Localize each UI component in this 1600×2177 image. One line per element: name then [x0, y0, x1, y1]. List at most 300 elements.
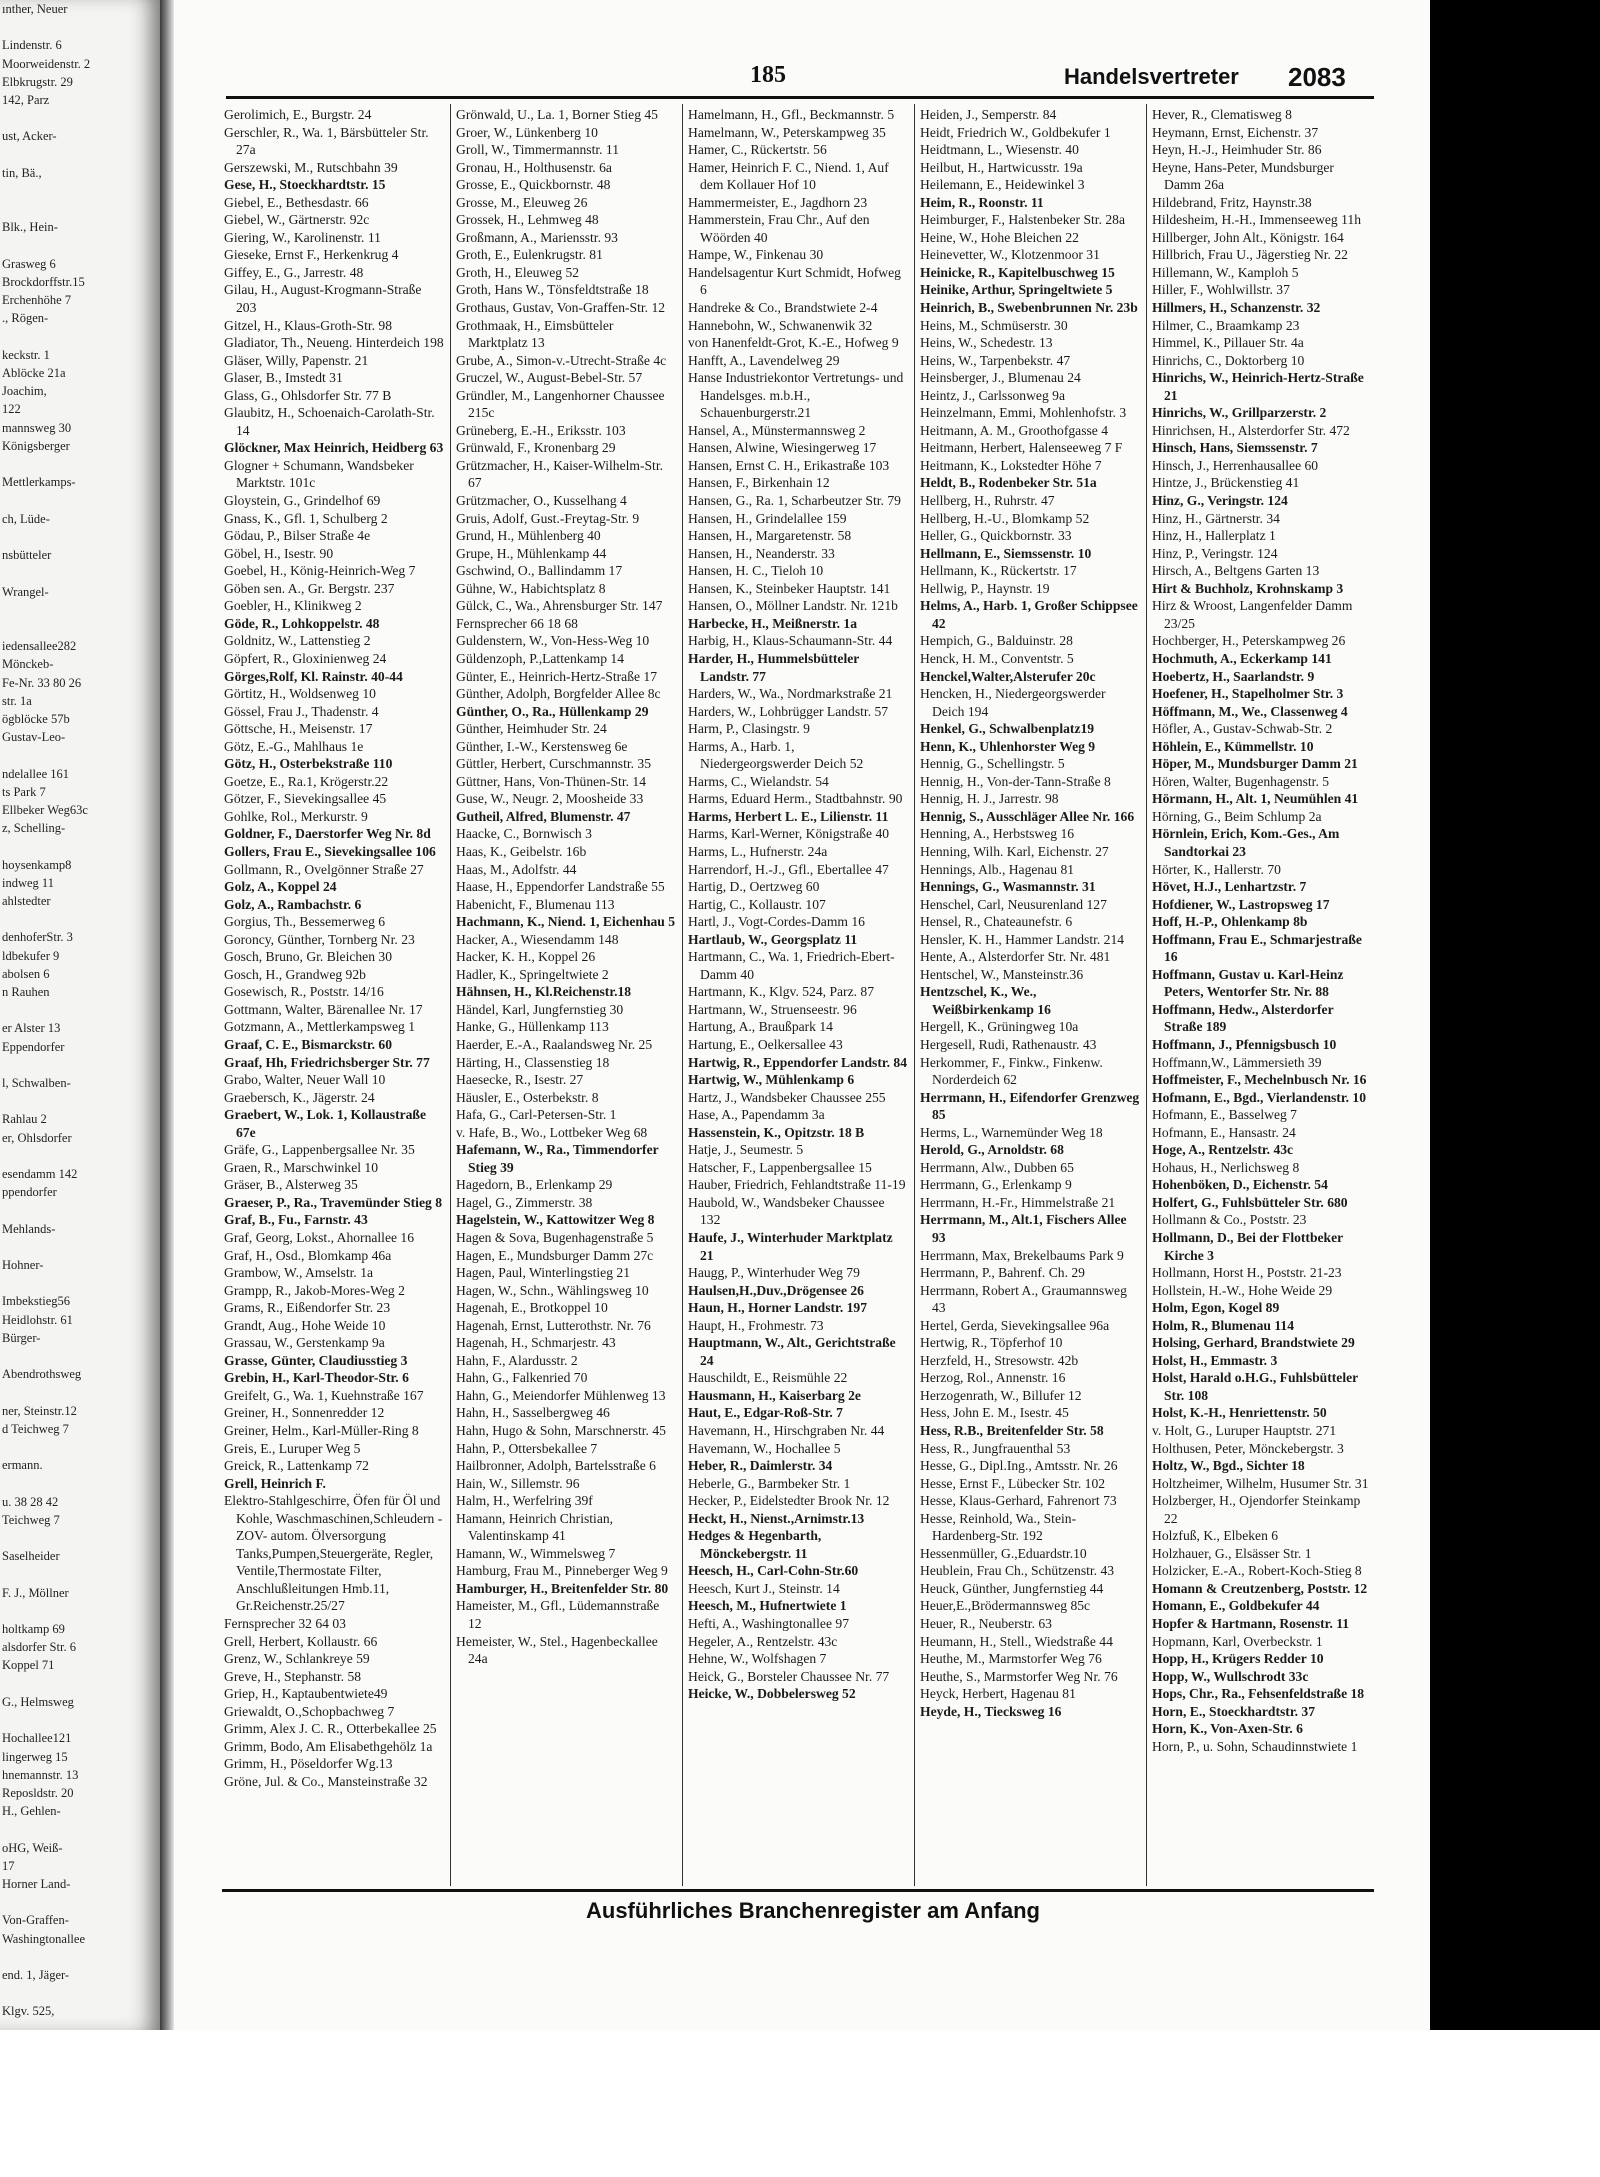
previous-page-line — [0, 619, 160, 637]
directory-entry: Heldt, B., Rodenbeker Str. 51a — [920, 475, 1097, 491]
previous-page-line — [0, 1201, 160, 1219]
previous-page-line: nsbütteler — [2, 548, 52, 563]
directory-entry: Hefti, A., Washingtonallee 97 — [688, 1616, 849, 1632]
directory-entry: Hillmers, H., Schanzenstr. 32 — [1152, 300, 1321, 316]
directory-entry: Gilau, H., August-Krogmann-Straße 203 — [224, 282, 422, 316]
scan-border — [1430, 0, 1460, 2177]
previous-page-line — [0, 528, 160, 546]
directory-entry: Haugg, P., Winterhuder Weg 79 — [688, 1265, 860, 1281]
directory-entry: Hofmann, E., Bgd., Vierlandenstr. 10 — [1152, 1089, 1367, 1105]
directory-entry: Hensler, K. H., Hammer Landstr. 214 — [920, 931, 1125, 947]
directory-entry: Hamburger, H., Breitenfelder Str. 80 — [456, 1580, 669, 1596]
directory-entry: Grebin, H., Karl-Theodor-Str. 6 — [224, 1370, 409, 1386]
previous-page-line: er, Ohlsdorfer — [2, 1130, 72, 1145]
directory-entry: Hähnsen, H., Kl.Reichenstr.18 — [456, 984, 632, 1000]
directory-entry: Hameister, M., Gfl., Lüdemannstraße 12 — [456, 1598, 660, 1632]
directory-entry: Hatje, J., Seumestr. 5 — [688, 1142, 804, 1158]
directory-entry: Henckel,Walter,Alsterufer 20c — [920, 668, 1096, 684]
previous-page-line — [0, 1347, 160, 1365]
directory-entry: Härting, H., Classenstieg 18 — [456, 1054, 610, 1070]
directory-entry: Hinrichs, W., Grillparzerstr. 2 — [1152, 405, 1327, 421]
directory-entry: Heitmann, A. M., Groothofgasse 4 — [920, 422, 1109, 438]
directory-entry: Greis, E., Luruper Weg 5 — [224, 1440, 361, 1456]
directory-entry: Grell, Herbert, Kollaustr. 66 — [224, 1633, 378, 1649]
directory-entry: Hergell, K., Grüningweg 10a — [920, 1019, 1079, 1035]
directory-entry: Hoefener, H., Stapelholmer Str. 3 — [1152, 686, 1344, 702]
directory-entry: Himmel, K., Pillauer Str. 4a — [1152, 335, 1304, 351]
directory-entry: Gödau, P., Bilser Straße 4e — [224, 528, 371, 544]
previous-page-line: ppendorfer — [2, 1185, 57, 1200]
directory-entry: Heins, W., Schedestr. 13 — [920, 335, 1053, 351]
directory-entry: Hartmann, C., Wa. 1, Friedrich-Ebert-Damm 40 — [688, 949, 895, 982]
directory-entry: Halm, H., Werfelring 39f — [456, 1493, 593, 1509]
previous-page-line: Hohner- — [2, 1258, 44, 1273]
directory-entry: Greve, H., Stephanstr. 58 — [224, 1668, 362, 1684]
directory-entry: Gruczel, W., August-Bebel-Str. 57 — [456, 370, 643, 386]
directory-entry: Hillbrich, Frau U., Jägerstieg Nr. 22 — [1152, 247, 1348, 263]
directory-entry: Heinicke, R., Kapitelbuschweg 15 — [920, 264, 1115, 280]
directory-entry: Hartwig, W., Mühlenkamp 6 — [688, 1072, 855, 1088]
directory-entry: Glogner + Schumann, Wandsbeker Marktstr. 101c — [224, 457, 414, 491]
previous-page-line: Mehlands- — [2, 1221, 56, 1236]
directory-entry: Herrmann, G., Erlenkamp 9 — [920, 1177, 1072, 1193]
previous-page-line: Mönckeb- — [2, 657, 54, 672]
previous-page-line: Eppendorfer — [2, 1039, 65, 1054]
previous-page-line: iedensallee282 — [2, 639, 77, 654]
directory-entry: Heesch, H., Carl-Cohn-Str.60 — [688, 1563, 859, 1579]
directory-entry: Hartung, A., Braußpark 14 — [688, 1019, 833, 1035]
directory-entry: Holzhauer, G., Elsässer Str. 1 — [1152, 1545, 1312, 1561]
directory-entry: Grabo, Walter, Neuer Wall 10 — [224, 1072, 386, 1088]
directory-entry: Hillberger, John Alt., Königstr. 164 — [1152, 229, 1344, 245]
directory-entry: Haas, M., Adolfstr. 44 — [456, 861, 577, 877]
directory-entry: Hase, A., Papendamm 3a — [688, 1107, 825, 1123]
directory-entry: Groth, Hans W., Tönsfeldtstraße 18 — [456, 282, 649, 298]
directory-entry: Hencken, H., Niedergeorgswerder Deich 194 — [920, 686, 1106, 719]
directory-entry: Graeser, P., Ra., Travemünder Stieg 8 — [224, 1194, 442, 1210]
directory-entry: Heidt, Friedrich W., Goldbekufer 1 — [920, 124, 1111, 140]
directory-entry: Harder, H., Hummelsbütteler Landstr. 77 — [688, 650, 860, 684]
footer-rule — [222, 1889, 1374, 1892]
directory-entry: Graen, R., Marschwinkel 10 — [224, 1159, 379, 1175]
previous-page-line: Fe-Nr. 33 80 26 — [2, 675, 82, 690]
directory-entry: Hinz, H., Hallerplatz 1 — [1152, 528, 1276, 544]
directory-entry: Herzog, Rol., Annenstr. 16 — [920, 1370, 1066, 1386]
previous-page-line — [0, 564, 160, 582]
directory-entry: Heine, W., Hohe Bleichen 22 — [920, 229, 1079, 245]
directory-entry: Haacke, C., Bornwisch 3 — [456, 826, 592, 842]
directory-entry: Groll, W., Timmermannstr. 11 — [456, 142, 620, 158]
directory-entry: Hamelmann, W., Peterskampweg 35 — [688, 124, 886, 140]
column-divider — [450, 104, 451, 1886]
directory-entry: Hergesell, Rudi, Rathenaustr. 43 — [920, 1036, 1097, 1052]
directory-entry: Holst, K.-H., Henriettenstr. 50 — [1152, 1405, 1327, 1421]
directory-entry: Hören, Walter, Bugenhagenstr. 5 — [1152, 773, 1330, 789]
directory-entry: Hirt & Buchholz, Krohnskamp 3 — [1152, 580, 1344, 596]
previous-page-line: abolsen 6 — [2, 966, 50, 981]
previous-page-line: H., Gehlen- — [2, 1804, 61, 1819]
directory-entry: Güttner, Hans, Von-Thünen-Str. 14 — [456, 773, 647, 789]
directory-entry: Haupt, H., Frohmestr. 73 — [688, 1317, 824, 1333]
directory-entry: Hollmann, D., Bei der Flottbeker Kirche 3 — [1152, 1230, 1343, 1263]
directory-entry: Hops, Chr., Ra., Fehsenfeldstraße 18 — [1152, 1686, 1365, 1702]
directory-entry: Hartwig, R., Eppendorfer Landstr. 84 — [688, 1054, 908, 1070]
directory-entry: Hartmann, K., Klgv. 524, Parz. 87 — [688, 984, 874, 1000]
directory-entry: Hartig, D., Oertzweg 60 — [688, 879, 820, 895]
directory-entry: Hagenah, E., Brotkoppel 10 — [456, 1300, 608, 1316]
directory-entry: Herrmann, H.-Fr., Himmelstraße 21 — [920, 1194, 1116, 1210]
directory-entry: Hopmann, Karl, Overbeckstr. 1 — [1152, 1633, 1323, 1649]
directory-entry: Hahn, H., Sasselbergweg 46 — [456, 1405, 610, 1421]
previous-page-line: Abendrothsweg — [2, 1367, 82, 1382]
previous-page-line: ögblöcke 57b — [2, 711, 70, 726]
previous-page-line: hnemannstr. 13 — [2, 1767, 79, 1782]
directory-entry: Hatscher, F., Lappenbergsallee 15 — [688, 1159, 872, 1175]
previous-page-line: G., Helmsweg — [2, 1694, 74, 1709]
directory-entry: Hörmann, H., Alt. 1, Neumühlen 41 — [1152, 791, 1359, 807]
directory-entry: Glöckner, Max Heinrich, Heidberg 63 — [224, 440, 444, 456]
previous-page-line: er Alster 13 — [2, 1021, 61, 1036]
directory-entry: Grube, A., Simon-v.-Utrecht-Straße 4c — [456, 352, 667, 368]
previous-page-line — [0, 837, 160, 855]
directory-entry: Herrmann, H., Eifendorfer Grenzweg 85 — [920, 1089, 1140, 1123]
directory-entry: Greifelt, G., Wa. 1, Kuehnstraße 167 — [224, 1387, 424, 1403]
section-title: Handelsvertreter — [1064, 64, 1239, 89]
directory-entry: Hachmann, K., Niend. 1, Eichenhau 5 — [456, 914, 676, 930]
previous-page-line — [0, 1383, 160, 1401]
directory-entry: Havemann, H., Hirschgraben Nr. 44 — [688, 1423, 885, 1439]
directory-entry: Heinevetter, W., Klotzenmoor 31 — [920, 247, 1100, 263]
column-3 — [688, 106, 908, 1886]
directory-entry: Häusler, E., Osterbekstr. 8 — [456, 1089, 599, 1105]
directory-entry: Harms, Herbert L. E., Lilienstr. 11 — [688, 808, 889, 824]
directory-entry: Herrmann, Alw., Dubben 65 — [920, 1159, 1074, 1175]
column-5 — [1152, 106, 1372, 1886]
previous-page-line: Grasweg 6 — [2, 256, 56, 271]
directory-entry: Hagedorn, B., Erlenkamp 29 — [456, 1177, 613, 1193]
directory-entry: Giffey, E., G., Jarrestr. 48 — [224, 264, 364, 280]
directory-entry: Heyne, Hans-Peter, Mundsburger Damm 26a — [1152, 159, 1334, 193]
previous-page-line: Klgv. 525, — [2, 2004, 55, 2019]
directory-entry: Hansen, K., Steinbeker Hauptstr. 141 — [688, 580, 891, 596]
directory-entry: Hente, A., Alsterdorfer Str. Nr. 481 — [920, 949, 1111, 965]
directory-entry: Güldenzoph, P.,Lattenkamp 14 — [456, 650, 625, 666]
previous-page-line: Mettlerkamps- — [2, 475, 76, 490]
directory-entry: Grützmacher, O., Kusselhang 4 — [456, 493, 627, 509]
directory-entry: Hailbronner, Adolph, Bartelsstraße 6 — [456, 1458, 656, 1474]
directory-entry: Holfert, G., Fuhlsbütteler Str. 680 — [1152, 1194, 1348, 1210]
directory-entry: Hörter, K., Hallerstr. 70 — [1152, 861, 1281, 877]
directory-entry: Herold, G., Arnoldstr. 68 — [920, 1142, 1064, 1158]
directory-entry: Gese, H., Stoeckhardtstr. 15 — [224, 177, 386, 193]
directory-entry: Gühne, W., Habichtsplatz 8 — [456, 580, 606, 596]
directory-entry: Hinsch, J., Herrenhausallee 60 — [1152, 457, 1319, 473]
directory-entry: Heilemann, E., Heidewinkel 3 — [920, 177, 1085, 193]
directory-entry: v. Hafe, B., Wo., Lottbeker Weg 68 — [456, 1124, 648, 1140]
previous-page-line — [0, 491, 160, 509]
directory-entry: Grams, R., Eißendorfer Str. 23 — [224, 1300, 391, 1316]
directory-entry: Grünwald, F., Kronenbarg 29 — [456, 440, 616, 456]
directory-entry: Grüneberg, E.-H., Eriksstr. 103 — [456, 422, 626, 438]
directory-entry: Glaubitz, H., Schoenaich-Carolath-Str. 14 — [224, 405, 435, 438]
directory-entry: Goroncy, Günther, Tornberg Nr. 23 — [224, 931, 415, 947]
previous-page-line: ldbekufer 9 — [2, 948, 60, 963]
directory-entry: Gotzmann, A., Mettlerkampsweg 1 — [224, 1019, 416, 1035]
directory-entry: Heller, G., Quickbornstr. 33 — [920, 528, 1072, 544]
previous-page-line: ınther, Neuer — [2, 2, 68, 16]
directory-entry: Hennig, G., Schellingstr. 5 — [920, 756, 1065, 772]
previous-page-line: lingerweg 15 — [2, 1749, 68, 1764]
directory-entry: Grossek, H., Lehmweg 48 — [456, 212, 599, 228]
directory-entry: Hammermeister, E., Jagdhorn 23 — [688, 194, 868, 210]
directory-entry: Hempich, G., Balduinstr. 28 — [920, 633, 1073, 649]
directory-entry: Grassau, W., Gerstenkamp 9a — [224, 1335, 385, 1351]
directory-entry: Harders, W., Lohbrügger Landstr. 57 — [688, 703, 889, 719]
directory-entry: Heins, W., Tarpenbekstr. 47 — [920, 352, 1071, 368]
directory-entry: Hamann, Heinrich Christian, Valentinskamp 41 — [456, 1510, 614, 1544]
directory-entry: Guse, W., Neugr. 2, Moosheide 33 — [456, 791, 644, 807]
directory-entry: Holsing, Gerhard, Brandstwiete 29 — [1152, 1335, 1355, 1351]
directory-entry: Höper, M., Mundsburger Damm 21 — [1152, 756, 1358, 772]
previous-page-line — [0, 1602, 160, 1620]
directory-entry: Harrendorf, H.-J., Gfl., Ebertallee 47 — [688, 861, 889, 877]
directory-entry: Hesse, G., Dipl.Ing., Amtsstr. Nr. 26 — [920, 1458, 1118, 1474]
previous-page-edge — [0, 0, 160, 2030]
directory-entry: Götzer, F., Sievekingsallee 45 — [224, 791, 387, 807]
previous-page-line: indweg 11 — [2, 875, 54, 890]
directory-entry: Handelsagentur Kurt Schmidt, Hofweg 6 — [688, 264, 901, 298]
directory-entry: Hauptmann, W., Alt., Gerichtstraße 24 — [688, 1335, 896, 1368]
directory-entry: Heublein, Frau Ch., Schützenstr. 43 — [920, 1563, 1115, 1579]
directory-entry: Gerschler, R., Wa. 1, Bärsbütteler Str. 27a — [224, 124, 429, 158]
directory-entry: Gollers, Frau E., Sievekingsallee 106 — [224, 843, 436, 859]
directory-entry: Graf, H., Osd., Blomkamp 46a — [224, 1247, 392, 1263]
column-4 — [920, 106, 1140, 1886]
previous-page-line — [0, 200, 160, 218]
directory-entry: Hinrichsen, H., Alsterdorfer Str. 472 — [1152, 422, 1350, 438]
previous-page-line: ahlstedter — [2, 893, 51, 908]
directory-entry: Glass, G., Ohlsdorfer Str. 77 B — [224, 387, 392, 403]
directory-entry: Heumann, H., Stell., Wiedstraße 44 — [920, 1633, 1113, 1649]
column-divider — [682, 104, 683, 1886]
directory-entry: Göbel, H., Isestr. 90 — [224, 545, 334, 561]
directory-entry: Gosewisch, R., Poststr. 14/16 — [224, 984, 384, 1000]
directory-entry: Hamelmann, H., Gfl., Beckmannstr. 5 — [688, 107, 895, 122]
directory-entry: von Hanenfeldt-Grot, K.-E., Hofweg 9 — [688, 335, 899, 351]
directory-entry: Hagenah, H., Schmarjestr. 43 — [456, 1335, 616, 1351]
directory-entry: Hopp, W., Wullschrodt 33c — [1152, 1668, 1309, 1684]
previous-page-line — [0, 1092, 160, 1110]
directory-entry: Hansen, G., Ra. 1, Scharbeutzer Str. 79 — [688, 493, 901, 509]
previous-page-line: Königsberger — [2, 438, 70, 453]
directory-entry: Hoebertz, H., Saarlandstr. 9 — [1152, 668, 1315, 684]
directory-entry: Gerolimich, E., Burgstr. 24 — [224, 107, 372, 122]
directory-entry: Hansen, H., Neanderstr. 33 — [688, 545, 835, 561]
directory-entry: Hertel, Gerda, Sievekingsallee 96a — [920, 1317, 1110, 1333]
directory-entry: Hess, R., Jungfrauenthal 53 — [920, 1440, 1071, 1456]
directory-entry: Göttsche, H., Meisenstr. 17 — [224, 721, 373, 737]
previous-page-line: 122 — [2, 402, 21, 417]
directory-entry: Haubold, W., Wandsbeker Chaussee 132 — [688, 1194, 885, 1228]
directory-entry: Hinsch, Hans, Siemssenstr. 7 — [1152, 440, 1318, 456]
previous-page-line — [0, 1893, 160, 1911]
directory-entry: Heckt, H., Nienst.,Arnimstr.13 — [688, 1510, 865, 1526]
directory-entry: Hansen, H. C., Tieloh 10 — [688, 563, 824, 579]
directory-entry: Hamburg, Frau M., Pinneberger Weg 9 — [456, 1563, 668, 1579]
directory-entry: Hacker, A., Wiesendamm 148 — [456, 931, 619, 947]
directory-entry: Günther, Adolph, Borgfelder Allee 8c — [456, 686, 661, 702]
directory-entry: Herzogenrath, W., Billufer 12 — [920, 1387, 1082, 1403]
directory-entry: Glaser, B., Imstedt 31 — [224, 370, 343, 386]
directory-entry: Gräser, B., Alsterweg 35 — [224, 1177, 358, 1193]
directory-entry: Hollmann, Horst H., Poststr. 21-23 — [1152, 1265, 1342, 1281]
directory-entry: Heins, M., Schmüserstr. 30 — [920, 317, 1068, 333]
directory-entry: Grell, Heinrich F. — [224, 1475, 326, 1491]
directory-entry: Haulsen,H.,Duv.,Drögensee 26 — [688, 1282, 864, 1298]
directory-entry: Heim, R., Roonstr. 11 — [920, 194, 1044, 210]
previous-page-line: n Rauhen — [2, 984, 50, 999]
directory-entry: Griep, H., Kaptaubentwiete49 — [224, 1686, 388, 1702]
previous-page-line — [0, 182, 160, 200]
directory-entry: Graaf, C. E., Bismarckstr. 60 — [224, 1036, 393, 1052]
directory-entry: Hagelstein, W., Kattowitzer Weg 8 — [456, 1212, 655, 1228]
previous-page-line: 17 — [2, 1858, 15, 1873]
directory-entry: Golz, A., Rambachstr. 6 — [224, 896, 362, 912]
directory-entry: Hinz, P., Veringstr. 124 — [1152, 545, 1278, 561]
directory-entry: Grimm, Alex J. C. R., Otterbekallee 25 — [224, 1721, 437, 1737]
directory-entry: Gutheil, Alfred, Blumenstr. 47 — [456, 808, 631, 824]
previous-page-line: Rahlau 2 — [2, 1112, 47, 1127]
previous-page-line: Lindenstr. 6 — [2, 38, 62, 53]
directory-entry: Hildebrand, Fritz, Haynstr.38 — [1152, 194, 1312, 210]
previous-page-line: ndelallee 161 — [2, 766, 69, 781]
directory-entry: Hellmann, E., Siemssenstr. 10 — [920, 545, 1092, 561]
directory-entry: Heyn, H.-J., Heimhuder Str. 86 — [1152, 142, 1322, 158]
directory-entry: Grosse, E., Quickbornstr. 48 — [456, 177, 611, 193]
directory-entry: Grund, H., Mühlenberg 40 — [456, 528, 601, 544]
directory-entry: Holtzheimer, Wilhelm, Husumer Str. 31 — [1152, 1475, 1369, 1491]
directory-entry: Hintze, J., Brückenstieg 41 — [1152, 475, 1300, 491]
directory-entry: Haas, K., Geibelstr. 16b — [456, 843, 587, 859]
directory-entry: Hentzschel, K., We., Weißbirkenkamp 16 — [920, 984, 1051, 1017]
directory-entry: Grimm, Bodo, Am Elisabethgehölz 1a — [224, 1738, 433, 1754]
directory-entry: Greick, R., Lattenkamp 72 — [224, 1458, 369, 1474]
previous-page-line — [0, 146, 160, 164]
directory-entry: Hansen, Alwine, Wiesingerweg 17 — [688, 440, 877, 456]
directory-entry: Hehne, W., Wolfshagen 7 — [688, 1651, 827, 1667]
directory-entry: Horn, P., u. Sohn, Schaudinnstwiete 1 — [1152, 1738, 1358, 1754]
directory-entry: Heesch, M., Hufnertwiete 1 — [688, 1598, 847, 1614]
directory-entry: Haun, H., Horner Landstr. 197 — [688, 1300, 868, 1316]
directory-entry: Hoffmann, Frau E., Schmarjestraße 16 — [1152, 931, 1362, 965]
previous-page-line: Ablöcke 21a — [2, 366, 66, 381]
previous-page-line: ts Park 7 — [2, 784, 46, 799]
directory-entry: Herrmann, P., Bahrenf. Ch. 29 — [920, 1265, 1085, 1281]
directory-entry: Gosch, Bruno, Gr. Bleichen 30 — [224, 949, 393, 965]
directory-entry: Hain, W., Sillemstr. 96 — [456, 1475, 580, 1491]
previous-page-line — [0, 910, 160, 928]
directory-entry: Hofmann, E., Hansastr. 24 — [1152, 1124, 1296, 1140]
directory-entry: Hagen, W., Schn., Wählingsweg 10 — [456, 1282, 649, 1298]
directory-entry: Hartlaub, W., Georgsplatz 11 — [688, 931, 858, 947]
directory-entry: Heesch, Kurt J., Steinstr. 14 — [688, 1580, 840, 1596]
directory-entry: Hauber, Friedrich, Fehlandtstraße 11-19 — [688, 1177, 906, 1193]
directory-entry: Heuer, R., Neuberstr. 63 — [920, 1616, 1052, 1632]
directory-entry: Hövet, H.J., Lenhartzstr. 7 — [1152, 879, 1307, 895]
directory-entry: Hartmann, W., Struenseestr. 96 — [688, 1001, 857, 1017]
column-divider — [914, 104, 915, 1886]
directory-entry: Habenicht, F., Blumenau 113 — [456, 896, 615, 912]
directory-entry: Güttler, Herbert, Curschmannstr. 35 — [456, 756, 652, 772]
directory-entry: Gnass, K., Gfl. 1, Schulberg 2 — [224, 510, 388, 526]
directory-entry: Henkel, G., Schwalbenplatz19 — [920, 721, 1095, 737]
directory-entry: Hohenböken, D., Eichenstr. 54 — [1152, 1177, 1328, 1193]
previous-page-line: Blk., Hein- — [2, 220, 58, 235]
directory-entry: Heilbut, H., Hartwicusstr. 19a — [920, 159, 1083, 175]
directory-entry: Harbig, H., Klaus-Schaumann-Str. 44 — [688, 633, 893, 649]
previous-page-line — [0, 1147, 160, 1165]
directory-entry: Grothmaak, H., Eimsbütteler Marktplatz 13 — [456, 317, 614, 351]
directory-entry: Hemeister, W., Stel., Hagenbeckallee 24a — [456, 1633, 658, 1667]
directory-entry: Griewaldt, O.,Schopbachweg 7 — [224, 1703, 395, 1719]
directory-entry: Heitmann, K., Lokstedter Höhe 7 — [920, 457, 1102, 473]
previous-page-line — [0, 1001, 160, 1019]
previous-page-line — [0, 1711, 160, 1729]
previous-page-line: z, Schelling- — [2, 821, 66, 836]
directory-entry: Harbecke, H., Meißnerstr. 1a — [688, 615, 858, 631]
previous-page-line: Koppel 71 — [2, 1658, 55, 1673]
previous-page-line: esendamm 142 — [2, 1167, 78, 1181]
directory-entry: Heberle, G., Barmbeker Str. 1 — [688, 1475, 851, 1491]
directory-entry: Heick, G., Borsteler Chaussee Nr. 77 — [688, 1668, 890, 1684]
directory-entry: Hacker, K. H., Koppel 26 — [456, 949, 596, 965]
directory-entry: Hesse, Klaus-Gerhard, Fahrenort 73 — [920, 1493, 1117, 1509]
directory-entry: Gruis, Adolf, Gust.-Freytag-Str. 9 — [456, 510, 640, 526]
directory-entry: Hansen, F., Birkenhain 12 — [688, 475, 830, 491]
previous-page-line: Washingtonallee — [2, 1931, 85, 1946]
directory-entry: Graf, Georg, Lokst., Ahornallee 16 — [224, 1230, 415, 1245]
directory-entry: Giering, W., Karolinenstr. 11 — [224, 229, 381, 245]
directory-entry: Gitzel, H., Klaus-Groth-Str. 98 — [224, 317, 393, 333]
directory-entry: Gschwind, O., Ballindamm 17 — [456, 563, 623, 579]
previous-page-line: d Teichweg 7 — [2, 1421, 69, 1436]
directory-entry: Hennings, Alb., Hagenau 81 — [920, 861, 1075, 877]
directory-entry: Hartig, C., Kollaustr. 107 — [688, 896, 826, 912]
previous-page-line: holtkamp 69 — [2, 1622, 65, 1637]
directory-entry: Grupe, H., Mühlenkamp 44 — [456, 545, 607, 561]
page-header — [174, 0, 1430, 100]
directory-entry: Hörnlein, Erich, Kom.-Ges., Am Sandtorkai 23 — [1152, 826, 1340, 859]
directory-entry: Hartl, J., Vogt-Cordes-Damm 16 — [688, 914, 865, 930]
directory-entry: Hahn, Hugo & Sohn, Marschnerstr. 45 — [456, 1423, 666, 1439]
directory-entry: Hahn, G., Meiendorfer Mühlenweg 13 — [456, 1387, 666, 1403]
directory-entry: Hellberg, H., Ruhrstr. 47 — [920, 493, 1055, 509]
directory-entry: Goebel, H., König-Heinrich-Weg 7 — [224, 563, 416, 579]
directory-entry: Elektro-Stahlgeschirre, Öfen für Öl und Kohle, Waschmaschinen,Schleudern -ZOV- autom. Ölversorgung Tanks,Pumpen,Steuergeräte, Regler, Ventile,Thermostate Filter, Anschlußleitungen Hmb.11, Gr.Reichenstr.25/27 — [224, 1493, 443, 1614]
directory-entry: Hess, John E. M., Isestr. 45 — [920, 1405, 1069, 1421]
previous-page-line: Erchenhöhe 7 — [2, 293, 72, 308]
directory-entry: Gladiator, Th., Neueng. Hinterdeich 198 — [224, 335, 444, 351]
directory-entry: Heimburger, F., Halstenbeker Str. 28a — [920, 212, 1126, 228]
directory-entry: Hofdiener, W., Lastropsweg 17 — [1152, 896, 1330, 912]
directory-entry: Grasse, Günter, Claudiusstieg 3 — [224, 1352, 408, 1368]
directory-entry: Haut, E., Edgar-Roß-Str. 7 — [688, 1405, 843, 1421]
directory-entry: Golz, A., Koppel 24 — [224, 879, 337, 895]
directory-entry: Hiller, F., Wohlwillstr. 37 — [1152, 282, 1290, 298]
directory-entry: Günther, I.-W., Kerstensweg 6e — [456, 738, 628, 754]
directory-entry: Henschel, Carl, Neusurenland 127 — [920, 896, 1107, 912]
directory-entry: Göde, R., Lohkoppelstr. 48 — [224, 615, 380, 631]
